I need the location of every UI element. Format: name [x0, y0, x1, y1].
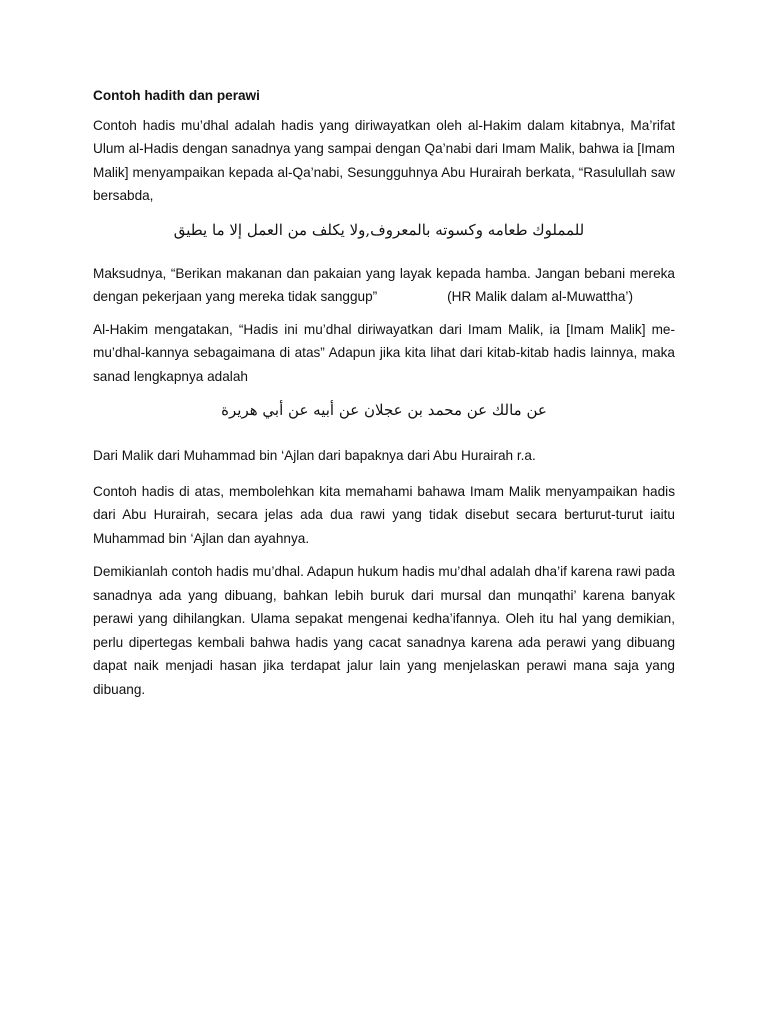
paragraph-hakim-comment: Al-Hakim mengatakan, “Hadis ini mu’dhal diriwayatkan dari Imam Malik, ia [Imam Malik] me-mu’dhal-kannya sebagaimana di atas” Adapun jika kita lihat dari kitab-kitab hadis lainnya, maka sanad lengkapnya adalah	[93, 321, 675, 384]
paragraph-intro: Contoh hadis mu’dhal adalah hadis yang diriwayatkan oleh al-Hakim dalam kitabnya, Ma’rifat Ulum al-Hadis dengan sanadnya yang sampai dengan Qa’nabi dari Imam Malik, bahwa ia [Imam Malik] menyampaikan kepada al-Qa’nabi, Sesungguhnya Abu Hurairah berkata, “Rasulullah saw bersabda,	[93, 117, 675, 203]
hadith-reference: (HR Malik dalam al-Muwattha’)	[447, 289, 633, 304]
document-heading: Contoh hadith dan perawi	[93, 88, 260, 103]
arabic-hadith-text: للمملوك طعامه وكسوته بالمعروف,ولا يكلف من العمل إلا ما يطيق	[173, 220, 585, 239]
paragraph-conclusion: Demikianlah contoh hadis mu’dhal. Adapun hukum hadis mu’dhal adalah dha’if karena rawi pada sanadnya ada yang dibuang, bahkan lebih buruk dari mursal dan munqathi’ karena banyak perawi yang dihilangkan. Ulama sepakat mengenai kedha’ifannya. Oleh itu hal yang demikian, perlu dipertegas kembali bahwa hadis yang cacat sanadnya karena ada perawi yang dibuang dapat naik menjadi hasan jika terdapat jalur lain yang menjelaskan perawi mana saja yang dibuang.	[93, 564, 675, 697]
document-page	[93, 84, 675, 701]
arabic-sanad-text: عن مالك عن محمد بن عجلان عن أبيه عن أبي هريرة	[221, 401, 547, 419]
paragraph-sanad-translation: Dari Malik dari Muhammad bin ‘Ajlan dari bapaknya dari Abu Hurairah r.a.	[93, 448, 536, 463]
translation-text: Maksudnya, “Berikan makanan dan pakaian yang layak kepada hamba. Jangan bebani mereka dengan pekerjaan yang mereka tidak sanggup”	[93, 265, 675, 304]
paragraph-translation	[93, 262, 675, 309]
paragraph-explanation: Contoh hadis di atas, membolehkan kita memahami bahawa Imam Malik menyampaikan hadis dari Abu Hurairah, secara jelas ada dua rawi yang tidak disebut secara berturut-turut iaitu Muhammad bin ‘Ajlan dan ayahnya.	[93, 483, 675, 546]
